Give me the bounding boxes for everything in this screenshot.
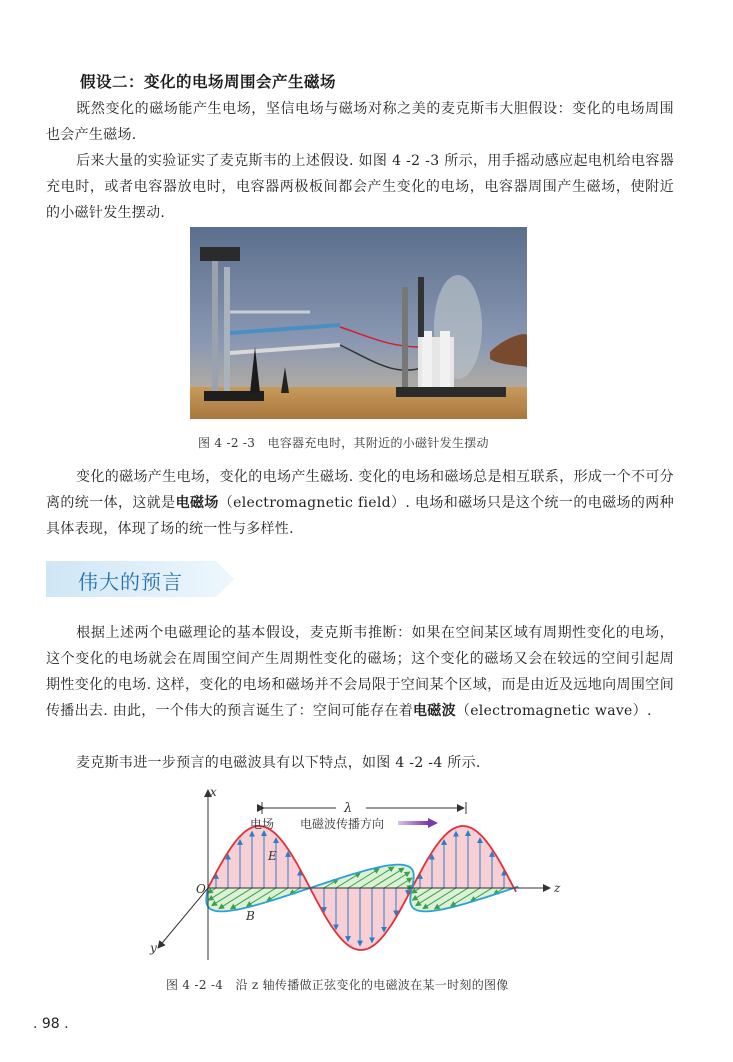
- paragraph-4-text-a: 根据上述两个电磁理论的基本假设，麦克斯韦推断：如果在空间某区域有周期性变化的电场，这个变化的电场就会在周围空间产生周期性变化的磁场；这个变化的磁场又会在较远的空间引起周期性变化的电场. 这样，变化的电场和磁场并不会局限于空间某个区域，而是由近及远地向周围空间传播出去. 由此，一个伟大的预言诞生了：空间可能存在着: [46, 625, 674, 719]
- paragraph-3-text-b: （electromagnetic field）. 电场和磁场只是这个统一的电磁场的两种具体表现，体现了场的统一性与多样性.: [46, 495, 675, 537]
- term-electromagnetic-wave: 电磁波: [413, 703, 456, 719]
- paragraph-1-text: 既然变化的磁场能产生电场，坚信电场与磁场对称之美的麦克斯韦大胆假设：变化的电场周围也会产生磁场.: [46, 101, 674, 143]
- figure-1-caption: 图 4 -2 -3 电容器充电时，其附近的小磁针发生摆动: [198, 436, 489, 450]
- paragraph-3-text-a: 变化的磁场产生电场，变化的电场产生磁场. 变化的电场和磁场总是相互联系，形成一个不可分离的统一体，这就是: [46, 469, 674, 511]
- x-axis-label: x: [210, 785, 217, 799]
- paragraph-5: [46, 750, 674, 776]
- paragraph-2: [46, 148, 674, 226]
- paragraph-5-text: 麦克斯韦进一步预言的电磁波具有以下特点，如图 4 -2 -4 所示.: [76, 755, 481, 771]
- figure-2-caption: 图 4 -2 -4 沿 z 轴传播做正弦变化的电磁波在某一时刻的图像: [166, 978, 509, 992]
- b-field-label: B: [246, 909, 255, 923]
- capacitor-experiment-photo: [190, 227, 527, 419]
- paragraph-1: [46, 96, 674, 148]
- section-heading: 假设二：变化的电场周围会产生磁场: [80, 73, 337, 91]
- paragraph-4-text-b: （electromagnetic wave）.: [455, 703, 652, 719]
- electric-field-label: 电场: [250, 817, 275, 831]
- y-axis-label: y: [150, 941, 157, 955]
- section-title: 伟大的预言: [78, 570, 183, 594]
- paragraph-2-text: 后来大量的实验证实了麦克斯韦的上述假设. 如图 4 -2 -3 所示，用手摇动感应起电机给电容器充电时，或者电容器放电时，电容器两极板间都会产生变化的电场，电容器周围产生磁场，使附近的小磁针发生摆动.: [46, 153, 674, 221]
- propagation-direction-arrow: [398, 821, 428, 825]
- wavelength-label: λ: [344, 801, 353, 816]
- em-wave-diagram: [140, 782, 580, 960]
- z-axis-label: z: [554, 881, 561, 895]
- page-number: . 98 .: [33, 1016, 69, 1032]
- y-axis: [158, 888, 208, 948]
- propagation-direction-label: 电磁波传播方向: [300, 817, 385, 831]
- paragraph-4: [46, 620, 674, 724]
- section-banner: [46, 561, 236, 597]
- paragraph-3: [46, 464, 674, 542]
- term-electromagnetic-field: 电磁场: [175, 495, 219, 511]
- e-field-label: E: [268, 849, 277, 863]
- origin-label: O: [196, 882, 206, 896]
